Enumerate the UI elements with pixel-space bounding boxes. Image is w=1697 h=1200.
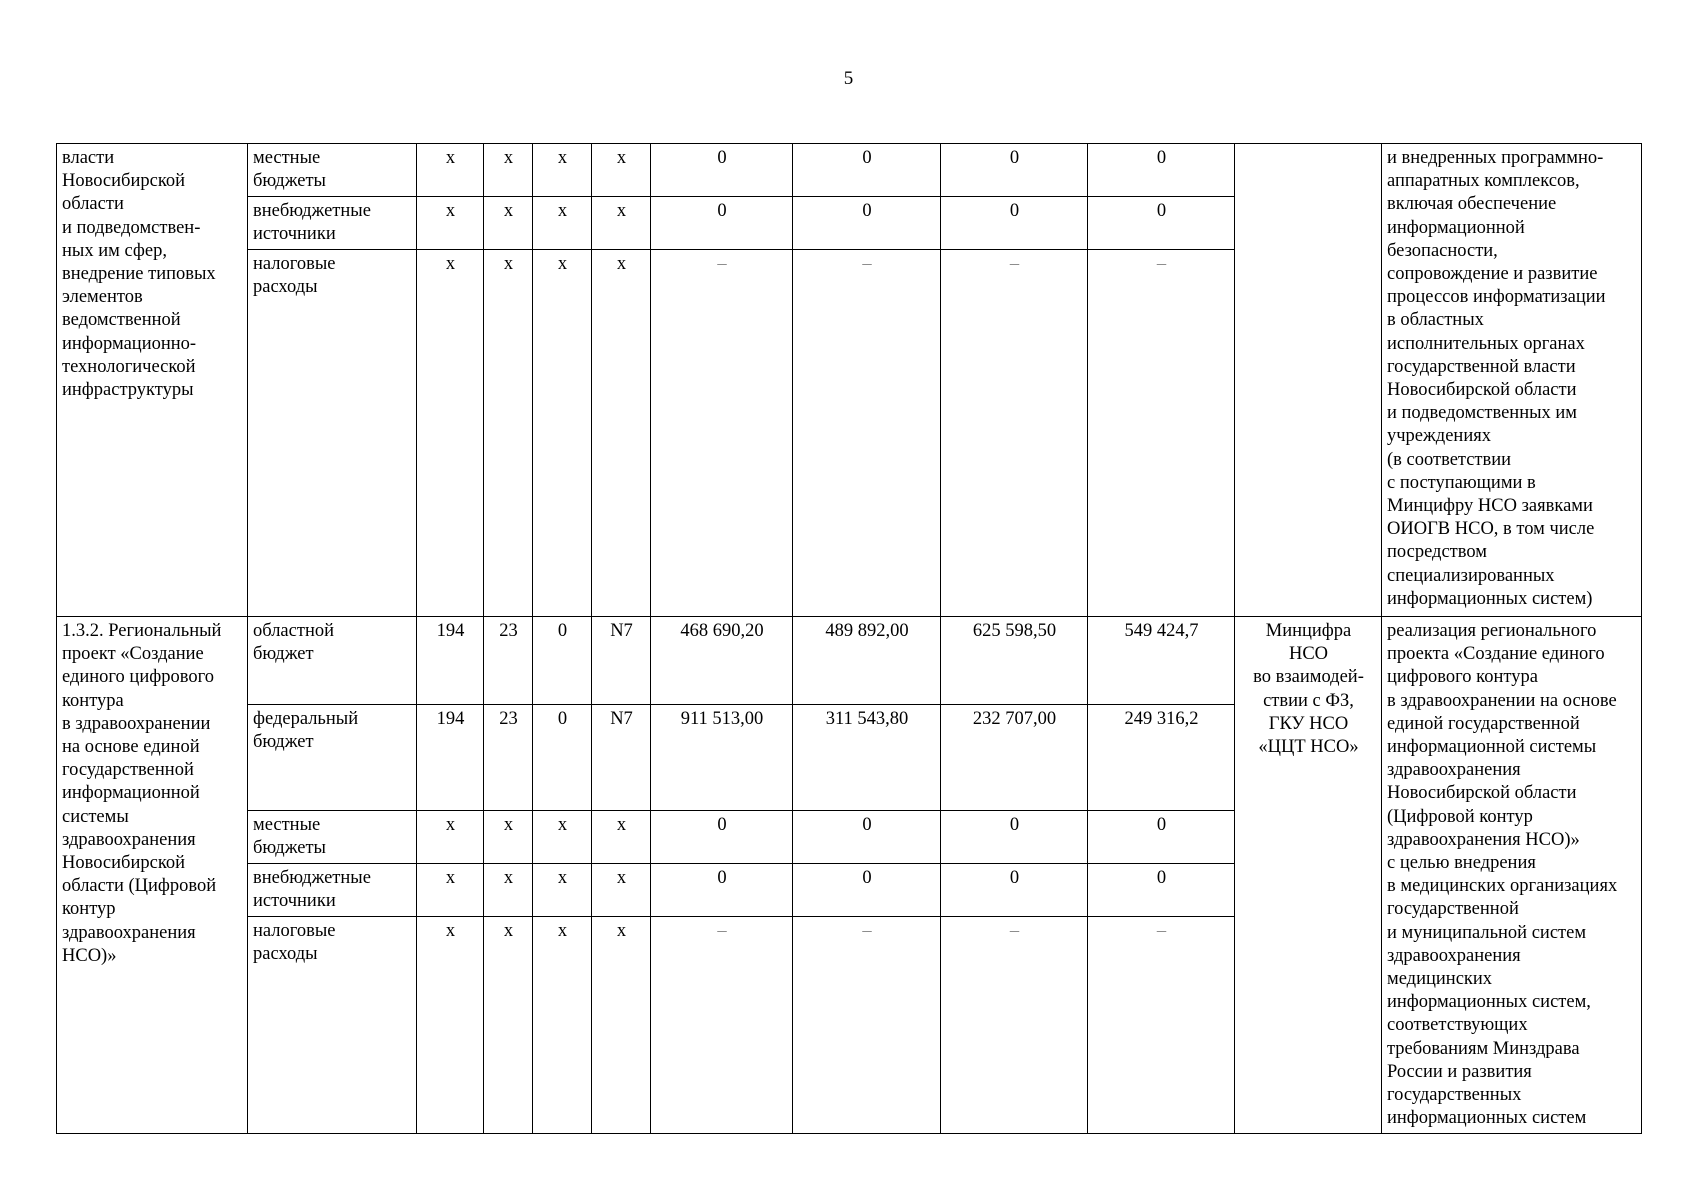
value-cell: – (651, 917, 793, 1134)
code-cell: х (484, 197, 533, 250)
funding-source-label: федеральный бюджет (248, 705, 417, 811)
code-cell: 23 (484, 705, 533, 811)
value-cell: 0 (793, 864, 941, 917)
value-cell: 0 (651, 144, 793, 197)
value-cell: 232 707,00 (941, 705, 1088, 811)
value-cell: – (1088, 250, 1235, 617)
value-cell: 489 892,00 (793, 617, 941, 705)
code-cell: х (533, 197, 592, 250)
value-cell: 0 (941, 864, 1088, 917)
value-cell: 0 (793, 144, 941, 197)
value-cell: – (941, 250, 1088, 617)
value-cell: 0 (1088, 811, 1235, 864)
code-cell: N7 (592, 705, 651, 811)
code-cell: х (592, 144, 651, 197)
code-cell: х (484, 250, 533, 617)
value-cell: 0 (793, 811, 941, 864)
code-cell: х (417, 864, 484, 917)
funding-source-label: налоговые расходы (248, 917, 417, 1134)
value-cell: 0 (1088, 197, 1235, 250)
page-number: 5 (843, 68, 854, 89)
value-cell: 0 (651, 811, 793, 864)
code-cell: х (592, 917, 651, 1134)
value-cell: 0 (941, 144, 1088, 197)
funding-source-label: внебюджетные источники (248, 864, 417, 917)
measure-name-cell: 1.3.2. Региональный проект «Создание единого цифрового контура в здравоохранении на основе единой государственной информационной системы здравоохранения Новосибирской области (Цифровой контур здравоохранения НСО)» (57, 617, 248, 1134)
table-row (57, 144, 1642, 197)
value-cell: 468 690,20 (651, 617, 793, 705)
code-cell: 194 (417, 617, 484, 705)
measure-name-cell: власти Новосибирской области и подведомствен- ных им сфер, внедрение типовых элементов ведомственной информационно- технологической инфраструктуры (57, 144, 248, 617)
funding-source-label: местные бюджеты (248, 144, 417, 197)
code-cell: х (484, 144, 533, 197)
funding-source-label: местные бюджеты (248, 811, 417, 864)
value-cell: 311 543,80 (793, 705, 941, 811)
code-cell: 0 (533, 617, 592, 705)
code-cell: х (592, 250, 651, 617)
code-cell: х (533, 250, 592, 617)
value-cell: 0 (793, 197, 941, 250)
value-cell: 249 316,2 (1088, 705, 1235, 811)
code-cell: х (592, 864, 651, 917)
code-cell: х (417, 197, 484, 250)
table-row (57, 617, 1642, 705)
code-cell: N7 (592, 617, 651, 705)
code-cell: х (533, 811, 592, 864)
code-cell: х (484, 917, 533, 1134)
code-cell: х (417, 250, 484, 617)
value-cell: 911 513,00 (651, 705, 793, 811)
code-cell: х (592, 197, 651, 250)
executor-cell (1235, 144, 1382, 617)
value-cell: 0 (1088, 864, 1235, 917)
value-cell: 0 (941, 197, 1088, 250)
code-cell: х (484, 811, 533, 864)
value-cell: 0 (941, 811, 1088, 864)
code-cell: х (533, 144, 592, 197)
value-cell: – (941, 917, 1088, 1134)
value-cell: – (793, 917, 941, 1134)
code-cell: 194 (417, 705, 484, 811)
value-cell: 0 (1088, 144, 1235, 197)
funding-source-label: внебюджетные источники (248, 197, 417, 250)
code-cell: х (484, 864, 533, 917)
code-cell: 23 (484, 617, 533, 705)
value-cell: – (793, 250, 941, 617)
code-cell: х (533, 917, 592, 1134)
value-cell: 625 598,50 (941, 617, 1088, 705)
value-cell: 0 (651, 197, 793, 250)
result-cell: и внедренных программно- аппаратных комплексов, включая обеспечение информационной безопасности, сопровождение и развитие процессов информатизации в областных исполнительных органах государственной власти Новосибирской области и подведомственных им учреждениях (в соответствии с поступающими в Минцифру НСО заявками ОИОГВ НСО, в том числе посредством специализированных информационных систем) (1382, 144, 1642, 617)
value-cell: 0 (651, 864, 793, 917)
program-table (56, 143, 1642, 1134)
code-cell: х (417, 917, 484, 1134)
value-cell: 549 424,7 (1088, 617, 1235, 705)
funding-source-label: налоговые расходы (248, 250, 417, 617)
code-cell: х (417, 811, 484, 864)
code-cell: х (592, 811, 651, 864)
result-cell: реализация регионального проекта «Создание единого цифрового контура в здравоохранении на основе единой государственной информационной системы здравоохранения Новосибирской области (Цифровой контур здравоохранения НСО)» с целью внедрения в медицинских организациях государственной и муниципальной систем здравоохранения медицинских информационных систем, соответствующих требованиям Минздрава России и развития государственных информационных систем (1382, 617, 1642, 1134)
code-cell: х (533, 864, 592, 917)
executor-cell: Минцифра НСО во взаимодей- ствии с ФЗ, ГКУ НСО «ЦЦТ НСО» (1235, 617, 1382, 1134)
code-cell: 0 (533, 705, 592, 811)
value-cell: – (1088, 917, 1235, 1134)
funding-source-label: областной бюджет (248, 617, 417, 705)
code-cell: х (417, 144, 484, 197)
value-cell: – (651, 250, 793, 617)
